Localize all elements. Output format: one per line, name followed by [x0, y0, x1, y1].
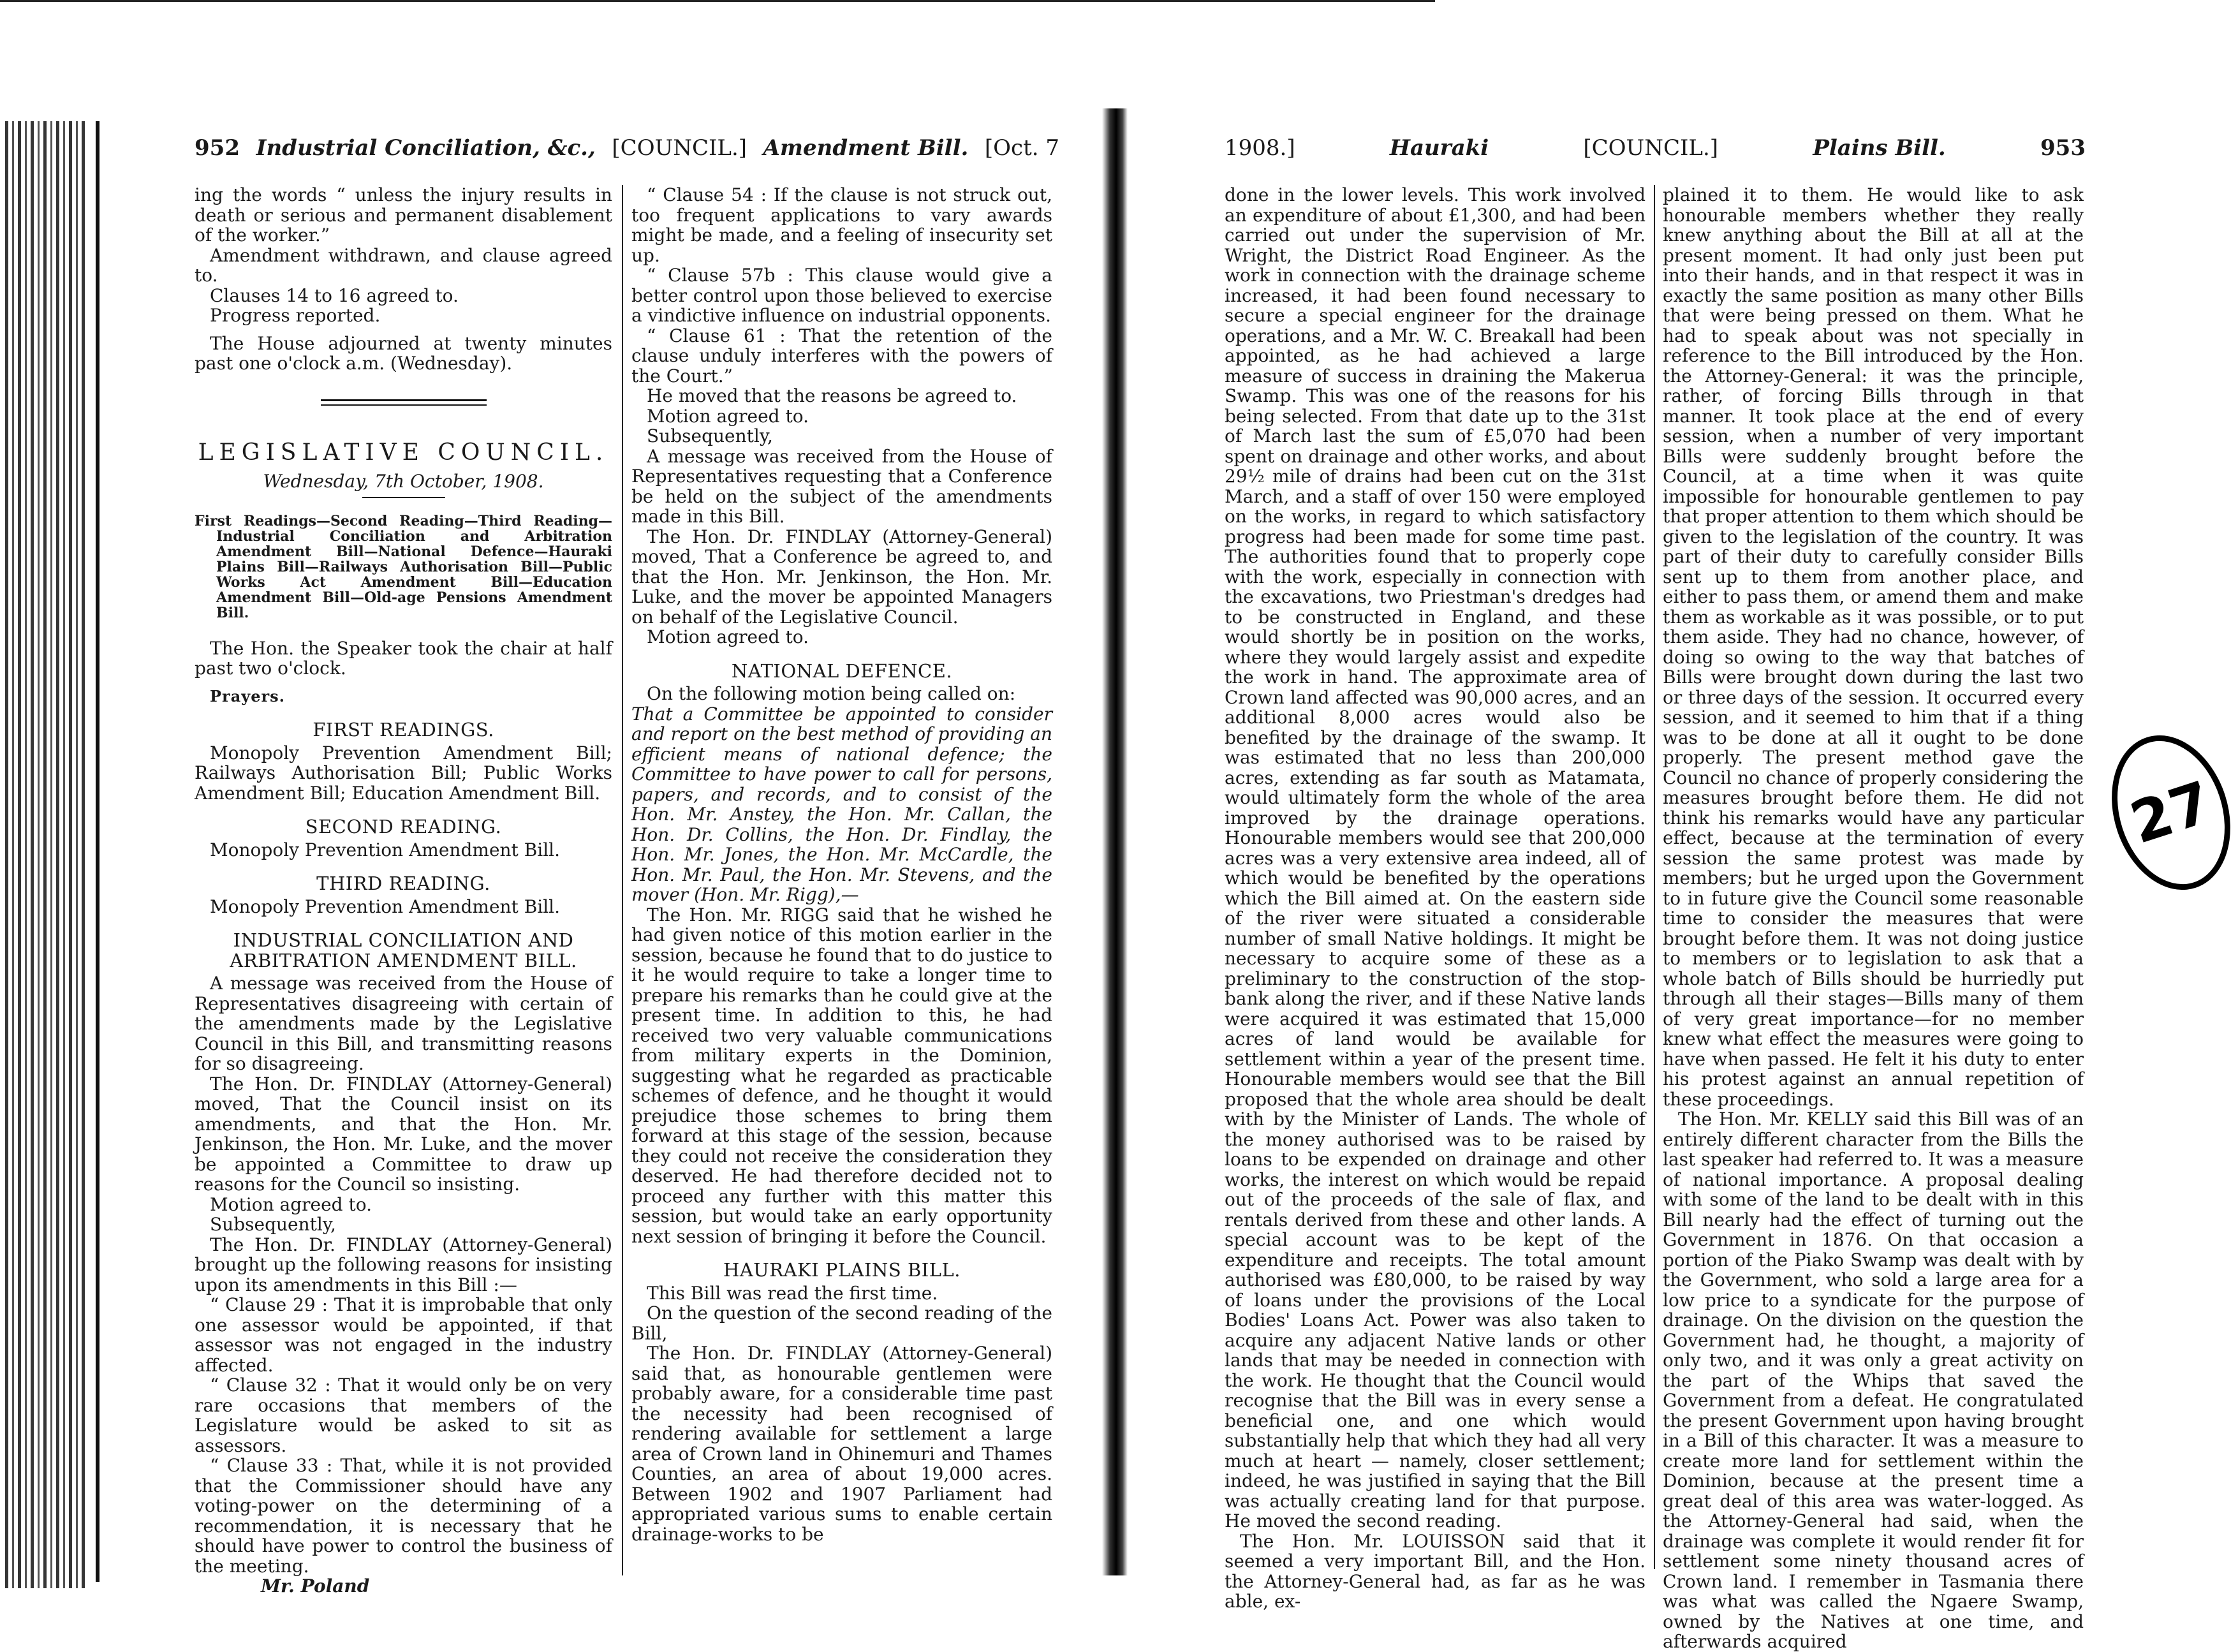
paragraph: He moved that the reasons be agreed to. — [647, 385, 1017, 406]
heading-national-defence: NATIONAL DEFENCE. — [731, 660, 953, 682]
header-date: [Oct. 7 — [984, 135, 1059, 161]
paragraph: done in the lower levels. This work involved an expenditure of about £1,300, and had been carried out under the supervision of Mr. Wright, the District Road Engineer. As the work in connection with the drainage scheme increased, it had been found necessary to secure a special engineer for the drainage operations, and a Mr. W. C. Breakall had been appointed, as he had achieved a large measure of success in draining the Makerua Swamp. This was one of the reasons for his being selected. From that date up to the 31st of March last the sum of £5,070 had been spent on drainage and other works, and about 29½ mile of drains had been cut on the 31st March, and a staff of over 150 were employed on the works, in regard to which satisfactory progress had been made for some time past. The authorities found that to properly cope with the work, especially in connection with the excavations, two Priestman's dredges had to be constructed in England, and these would shortly be in position on the works, where they would largely assist and expedite the work in hand. The approximate area of Crown land affected was 90,000 acres, and an additional 8,000 acres would also be benefited by the drainage of the swamp. It was estimated that no less than 200,000 acres, extending as far south as Matamata, would ultimately form the whole of the area improved by the drainage operations. Honourable members would see that 200,000 acres was a very extensive area indeed, all of which would be benefited by the operations which the Bill aimed at. On the eastern side of the river were situated a considerable number of small Native holdings. It might be necessary to acquire some of these as a preliminary to the construction of the stop-bank along the river, and if these Native lands were acquired it was estimated that 15,000 acres of land would be available for settlement within a year of the present time. Honourable members would see that the Bill proposed that the whole area should be dealt with by the Minister of Lands. The whole of the money authorised was to be raised by loans to be expended on drainage and other works, the interest on which would be repaid out of the proceeds of the sale of flax, and rentals derived from these and other lands. A special account was to be kept of the expenditure and receipts. The total amount authorised was £80,000, to be raised by way of loans under the provisions of the Local Bodies' Loans Act. Power was also taken to acquire any adjacent Native lands or other lands that may be needed in connection with the work. He thought that the Council would recognise that the Bill was in every sense a beneficial one, and one which would substantially help that which they had all very much at heart — namely, closer settlement; indeed, he was justified in saying that the Bill was actually creating land for that purpose. He moved the second reading. — [1225, 184, 1646, 1531]
paragraph: plained it to them. He would like to ask honourable members whether they really knew anything about the Bill at all at the present moment. It had only just been put into their hands, and in that respect it was in exactly the same position as many other Bills that were being pressed on them. What he had to speak about was not specially in reference to the Bill introduced by the Hon. the Attorney-General: it was the principle, rather, of forcing Bills through in that manner. It took place at the end of every session, when a number of very important Bills were suddenly brought before the Council, at a time when it was quite impossible for honourable gentlemen to pay that proper attention to them which should be given to the legislation of the country. It was part of their duty to carefully consider Bills sent up to them from another place, and either to pass them, or amend them and make them as workable as it was possible, or to put them aside. They had no chance, however, of doing so owing to the way that batches of Bills were brought down during the last two or three days of the session. It occurred every session, and it seemed to him that if a thing was to be done at all it ought to be done properly. The present method gave the Council no chance of properly considering the measures brought before them. He did not think his remarks would have any particular effect, because at the termination of every session the same protest was made by members; but he urged upon the Government to in future give the Council some reasonable time to consider the measures that were brought before them. It was not doing justice to members or to legislation to ask that a whole batch of Bills should be hurriedly put through all their stages—Bills many of them of very great importance—for no member knew what effect the measures were going to have when passed. He felt it his duty to enter his protest against an annual repetition of these proceedings. — [1663, 184, 2084, 1110]
running-title-right: Plains Bill. — [1813, 135, 1946, 161]
running-title-left: Industrial Conciliation, &c., — [256, 135, 596, 161]
paragraph: Clauses 14 to 16 agreed to. — [210, 284, 459, 306]
page-number: 953 — [2040, 135, 2086, 161]
paragraph: Motion agreed to. — [210, 1193, 372, 1215]
running-title-left: Hauraki — [1389, 135, 1489, 161]
paragraph: “ Clause 33 : That, while it is not provided that the Commissioner should have any voting-power on the determining of a recommendation, it is necessary that he should have power to control the business of the meeting. — [195, 1455, 612, 1577]
house-label: [COUNCIL.] — [612, 135, 747, 161]
paragraph: The House adjourned at twenty minutes past one o'clock a.m. (Wednesday). — [195, 332, 612, 374]
paragraph: On the following motion being called on: — [647, 683, 1016, 704]
paragraph: Motion agreed to. — [647, 626, 809, 647]
council-heading: LEGISLATIVE COUNCIL. — [198, 439, 609, 466]
paragraph: This Bill was read the first time. — [647, 1282, 938, 1304]
short-divider — [362, 497, 445, 498]
paragraph: Subsequently, — [210, 1214, 336, 1235]
paragraph: Monopoly Prevention Amendment Bill. — [210, 896, 561, 917]
prayers-label: Prayers. — [210, 686, 285, 705]
paragraph: The Hon. Dr. FINDLAY (Attorney-General) moved, That a Conference be agreed to, and that the Hon. Mr. Jenkinson, the Hon. Mr. Luke, and the mover be appointed Managers on behalf of the Legislative Council. — [631, 526, 1052, 628]
column-4 — [1663, 185, 2084, 1652]
paragraph: ing the words “ unless the injury results in death or serious and permanent disablement of the worker.” — [195, 184, 612, 246]
paragraph: The Hon. Dr. FINDLAY (Attorney-General) moved, That the Council insist on its amendments, and that the Hon. Mr. Jenkinson, the Hon. Mr. Luke, and the mover be appointed a Committee to draw up reasons for the Council so insisting. — [195, 1073, 612, 1195]
paragraph: A message was received from the House of Representatives requesting that a Conference be held on the subject of the amendments made in this Bill. — [631, 445, 1052, 527]
column-3 — [1225, 185, 1646, 1612]
paragraph: “ Clause 54 : If the clause is not struck out, too frequent applications to vary awards might be made, and a feeling of insecurity set up. — [631, 184, 1052, 266]
day-summary: First Readings—Second Reading—Third Reading—Industrial Conciliation and Arbitration Amendment Bill—National Defence—Hauraki Plains Bill—Railways Authorisation Bill—Public Works Act Amendment Bill—Education Amendment Bill—Old-age Pensions Amendment Bill. — [195, 512, 612, 621]
paragraph: Amendment withdrawn, and clause agreed to. — [195, 244, 612, 286]
column-2 — [631, 185, 1052, 1544]
margin-rule — [96, 121, 99, 1582]
page-number: 952 — [195, 135, 240, 161]
paragraph: “ Clause 61 : That the retention of the clause unduly interferes with the powers of the Court.” — [631, 325, 1052, 387]
right-page — [1113, 0, 2231, 1652]
paragraph: Subsequently, — [647, 425, 773, 446]
left-page-header — [195, 135, 1059, 166]
column-rule — [622, 185, 623, 1575]
heading-first-readings: FIRST READINGS. — [313, 719, 494, 741]
paragraph: “ Clause 57b : This clause would give a better control upon those believed to exercise a vindictive influence on industrial opponents. — [631, 265, 1052, 326]
paragraph: Progress reported. — [210, 305, 381, 326]
paragraph: The Hon. Dr. FINDLAY (Attorney-General) brought up the following reasons for insisting upon its amendments in this Bill :— — [195, 1234, 612, 1295]
paragraph: Monopoly Prevention Amendment Bill. — [210, 839, 561, 860]
paragraph: On the question of the second reading of the Bill, — [631, 1302, 1052, 1344]
handwritten-page-number-stamp: 27 — [2093, 720, 2231, 906]
right-page-header — [1225, 135, 2086, 166]
paragraph: “ Clause 29 : That it is improbable that only one assessor would be appointed, if that assessor was not engaged in the industry affected. — [195, 1294, 612, 1376]
paragraph: The Hon. Mr. LOUISSON said that it seemed a very important Bill, and the Hon. the Attorney-General had, as far as he was able, ex- — [1225, 1530, 1646, 1612]
paragraph: Motion agreed to. — [647, 405, 809, 427]
section-divider — [321, 399, 487, 406]
heading-second-reading: SECOND READING. — [305, 816, 502, 837]
paragraph: A message was received from the House of Representatives disagreeing with certain of the amendments made by the Legislative Council in this Bill, and transmitting reasons for so disagreeing. — [195, 973, 612, 1074]
paragraph: The Hon. Dr. FINDLAY (Attorney-General) said that, as honourable gentlemen were probably aware, for a considerable time past the necessity had been recognised of rendering available for settlement a large area of Crown land in Ohinemuri and Thames Counties, an area of about 19,000 acres. Between 1902 and 1907 Parliament had appropriated various sums to enable certain drainage-works to be — [631, 1343, 1052, 1545]
column-rule — [1654, 185, 1655, 1569]
paragraph: The Hon. Mr. RIGG said that he wished he had given notice of this motion earlier in the session, because he found that to do justice to it he would require to take a longer time to prepare his remarks than he could give at the present time. In addition to this, he had received two very valuable communications from military experts in the Dominion, suggesting what he regarded as practicable schemes of defence, and he thought it would prejudice those schemes to bring them forward at this stage of the session, because they could not receive the consideration they deserved. He had therefore decided not to proceed any further with this matter this session, but would take an early opportunity next session of bringing it before the Council. — [631, 904, 1052, 1247]
paragraph: Monopoly Prevention Amendment Bill; Railways Authorisation Bill; Public Works Amendment Bill; Education Amendment Bill. — [195, 742, 612, 804]
paragraph: “ Clause 32 : That it would only be on very rare occasions that members of the Legislature would be asked to sit as assessors. — [195, 1375, 612, 1456]
column-1 — [195, 185, 612, 1597]
sitting-date: Wednesday, 7th October, 1908. — [263, 471, 544, 492]
heading-third-reading: THIRD READING. — [316, 873, 490, 894]
heading-hauraki-bill: HAURAKI PLAINS BILL. — [723, 1259, 961, 1281]
paragraph: The Hon. Mr. KELLY said this Bill was of an entirely different character from the Bills the last speaker had referred to. It was a measure of national importance. A proposal dealing with some of the land to be dealt with in this Bill nearly had the effect of turning out the Government in 1876. On that occasion a portion of the Piako Swamp was dealt with by the Government, who sold a large area for a low price to a syndicate for the purpose of drainage. On the division on the question the Government had, he thought, a majority of only two, and it was only a great activity on the part of the Whips that saved the Government from a defeat. He congratulated the present Government upon having brought in a Bill of this character. It was a measure to create more land for settlement within the Dominion, because at the present time a great deal of this area was water-logged. As the Attorney-General had said, when the drainage was complete it would render fit for settlement some ninety thousand acres of Crown land. I remember in Tasmania there was what was called the Ngaere Swamp, owned by the Natives at one time, and afterwards acquired — [1663, 1109, 2084, 1652]
motion-text: That a Committee be appointed to consider and report on the best method of providing an efficient means of national defence; the Committee to have power to call for persons, papers, and records, and to consist of the Hon. Mr. Anstey, the Hon. Mr. Callan, the Hon. Dr. Collins, the Hon. Dr. Findlay, the Hon. Mr. Jones, the Hon. Mr. McCardle, the Hon. Mr. Paul, the Hon. Mr. Stevens, and the mover (Hon. Mr. Rigg),— — [631, 703, 1052, 905]
house-label: [COUNCIL.] — [1583, 135, 1719, 161]
running-title-right: Amendment Bill. — [763, 135, 969, 161]
catchword: Mr. Poland — [261, 1575, 370, 1597]
left-page — [0, 0, 1113, 1597]
paragraph: The Hon. the Speaker took the chair at half past two o'clock. — [195, 637, 612, 679]
header-date: 1908.] — [1225, 135, 1295, 161]
heading-industrial-bill: INDUSTRIAL CONCILIATION AND ARBITRATION AMENDMENT BILL. — [230, 929, 577, 971]
binding-edge — [5, 121, 88, 1588]
